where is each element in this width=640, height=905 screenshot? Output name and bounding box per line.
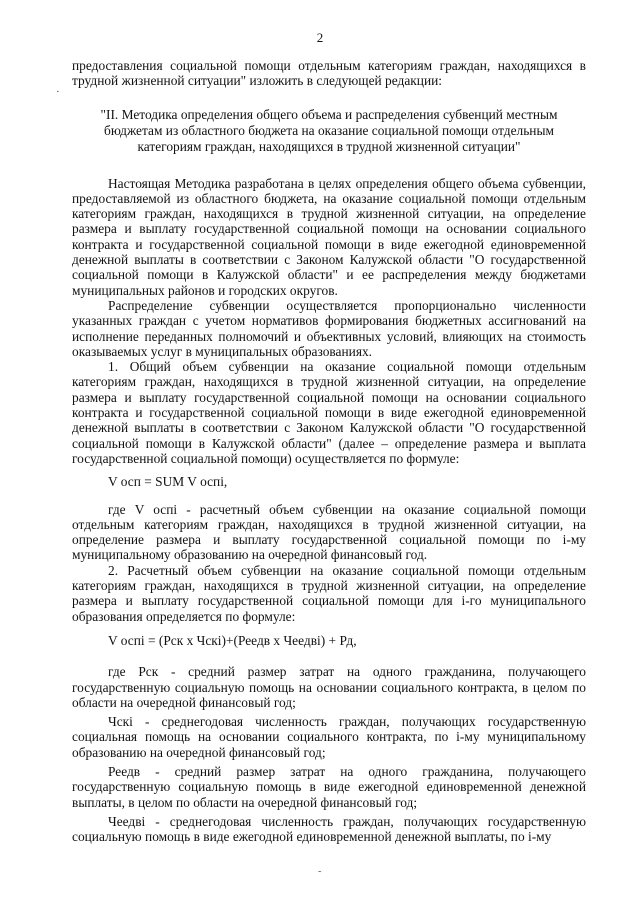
paragraph-item-1: 1. Общий объем субвенции на оказание социальной помощи отдельным категориям граждан, находящихся в трудной жизненной ситуации, на определение размера и выплату государственной социальной помощи на основании социального контракта и государственной социальной помощи в виде ежегодной единовременной денежной выплаты в соответствии с Законом Калужской области "О государственной социальной помощи в Калужской области" (далее – определение размера и выплата государственной социальной помощи) осуществляется по формуле: — [72, 359, 586, 466]
scan-mark: ˜ — [318, 870, 322, 881]
page-number: 2 — [316, 30, 324, 45]
paragraph-legend-chsk: Чскi - среднегодовая численность граждан, получающих государственную социальная помощь на основании социального контракта, по i-му муниципальному образованию на очередной финансовый год; — [72, 714, 586, 760]
section-heading: "II. Методика определения общего объема и распределения субвенций местным бюджетам из областного бюджета на оказание социальной помощи отдельным категориям граждан, находящихся в трудной жизненной ситуации" — [100, 106, 558, 154]
paragraph-legend-reedv: Реедв - средний размер затрат на одного гражданина, получающего государственную социальную помощь в виде ежегодной единовременной денежной выплаты, в целом по области на очередной финансовый год; — [72, 763, 586, 810]
paragraph-purpose: Настоящая Методика разработана в целях определения общего объема субвенции, предоставляемой из областного бюджета, на оказание социальной помощи отдельным категориям граждан, находящихся в трудной жизненной ситуации, на определение размера и выплату государственной социальной помощи на основании социального контракта и государственной социальной помощи в виде ежегодной единовременной денежной выплаты в соответствии с Законом Калужской области "О государственной социальной помощи в Калужской области" и ее распределения между бюджетами муниципальных районов и городских округов. — [72, 175, 586, 298]
formula-total: V осп = SUM V оспi, — [108, 474, 228, 490]
paragraph-formula-1-legend: где V оспi - расчетный объем субвенции на оказание социальной помощи отдельным категориям граждан, находящихся в трудной жизненной ситуации, на определение размера и выплату государственной социальной помощи по i-му муниципальному образованию на очередной финансовый год. — [72, 501, 586, 563]
margin-mark: · — [56, 86, 60, 98]
paragraph-legend-cheedv: Чеедвi - среднегодовая численность граждан, получающих государственную социальную помощь в виде ежегодной единовременной денежной выплаты, по i-му — [72, 813, 586, 845]
paragraph-legend-rsk: где Рск - средний размер затрат на одного гражданина, получающего государственную социальную помощь на основании социального контракта, в целом по области на очередной финансовый год; — [72, 664, 586, 710]
document-body — [72, 58, 586, 844]
paragraph-item-2: 2. Расчетный объем субвенции на оказание социальной помощи отдельным категориям граждан, находящихся в трудной жизненной ситуации, на определение размера и выплату государственной социальной помощи для i-го муниципального образования определяется по формуле: — [72, 562, 586, 624]
formula-municipal: V оспi = (Рск х Чскi)+(Реедв х Чеедвi) + Рд, — [108, 632, 357, 648]
paragraph-distribution: Распределение субвенции осуществляется пропорционально численности указанных граждан с учетом нормативов формирования бюджетных ассигнований на исполнение переданных полномочий и объективных условий, влияющих на стоимость оказываемых услуг в муниципальных образованиях. — [72, 297, 586, 359]
intro-paragraph: предоставления социальной помощи отдельным категориям граждан, находящихся в трудной жизненной ситуации" изложить в следующей редакции: — [72, 58, 586, 89]
